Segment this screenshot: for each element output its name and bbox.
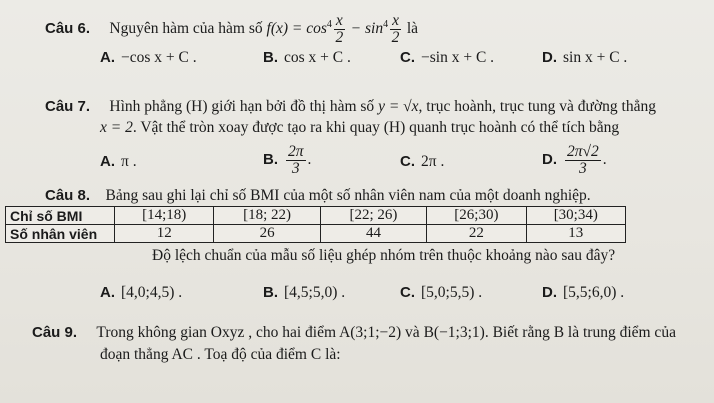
question-text: , trục hoành, trục tung và đường thẳng [418,98,656,115]
option-text: [5,5;6,0) . [563,284,625,301]
option-text: [4,5;5,0) . [284,284,346,301]
option-b [263,284,345,302]
table-cell: 12 [115,225,214,243]
question-7-stem-line1 [45,98,656,116]
option-text: [4,0;4,5) . [121,284,183,301]
option-d [542,49,627,67]
option-a [100,49,197,67]
option-b [263,49,351,67]
option-label: A. [100,153,115,170]
question-text: . Vật thể tròn xoay được tạo ra khi quay (H) quanh trục hoành có thể tích bằng [132,119,620,136]
question-number: Câu 9. [32,324,78,341]
question-9-stem-line2 [100,346,341,364]
question-text: là [406,20,419,38]
option-text: −cos x + C . [121,49,197,66]
option-c [400,284,482,302]
option-label: B. [263,284,278,301]
option-label: D. [542,151,557,169]
question-text: đoạn thẳng AC . Toạ độ của điểm C là: [100,346,341,363]
fraction-denominator: 3 [291,160,300,177]
option-text: sin x + C . [563,49,628,66]
option-label: A. [100,49,115,66]
table-cell: 22 [427,225,526,243]
option-label: B. [263,151,278,169]
table-cell: 44 [320,225,426,243]
math-func: f(x) = cos [266,20,327,38]
exponent: 4 [383,18,389,30]
question-text: Hình phẳng (H) giới hạn bởi đồ thị hàm số [109,98,375,115]
math-func: − sin [346,20,384,38]
question-8-prompt [152,247,615,265]
option-text: −sin x + C . [421,49,495,66]
question-number: Câu 7. [45,98,91,115]
table-cell: 26 [214,225,320,243]
fraction [390,13,401,46]
question-7-stem-line2 [100,119,619,137]
table-row [6,207,626,225]
table-cell: 13 [526,225,625,243]
bmi-table [5,206,626,243]
fraction-numerator: x [335,12,343,29]
question-9-stem-line1 [32,324,676,342]
table-cell: [26;30) [427,207,526,225]
question-number: Câu 8. [45,187,91,204]
fraction-denominator: 2 [335,29,344,46]
option-text: π . [121,153,137,170]
question-text: Độ lệch chuẩn của mẫu số liệu ghép nhóm trên thuộc khoảng nào sau đây? [152,247,616,264]
question-number: Câu 6. [45,20,91,38]
table-cell: [18; 22) [214,207,320,225]
question-text: Nguyên hàm của hàm số [109,20,263,38]
option-b [263,144,311,177]
option-text: [5,0;5,5) . [421,284,483,301]
fraction-numerator: 2π [288,143,304,160]
option-a [100,153,137,171]
option-label: C. [400,284,415,301]
fraction-denominator: 3 [579,160,587,177]
fraction-denominator: 2 [391,29,400,46]
option-label: C. [400,153,415,170]
math-func: y = √x [378,98,419,115]
table-cell: [22; 26) [320,207,426,225]
fraction [334,13,345,46]
option-text: cos x + C . [284,49,351,66]
question-text: Bảng sau ghi lại chỉ số BMI của một số nhân viên nam của một doanh nghiệp. [105,187,591,204]
fraction [286,144,306,177]
question-6-stem [45,13,418,46]
option-label: D. [542,284,557,301]
question-8-stem [45,187,591,205]
option-a [100,284,182,302]
math-func: x = 2 [100,119,133,136]
fraction-numerator: x [392,12,399,29]
option-c [400,153,444,171]
option-d [542,144,607,177]
option-text: . [602,151,607,169]
option-label: A. [100,284,115,301]
option-label: B. [263,49,278,66]
option-d [542,284,624,302]
table-header-cell: Chỉ số BMI [6,207,115,225]
table-cell: [30;34) [526,207,625,225]
option-label: D. [542,49,557,66]
option-text: 2π . [421,153,445,170]
table-cell: [14;18) [115,207,214,225]
option-label: C. [400,49,415,66]
fraction [565,144,601,177]
option-text: . [307,151,312,169]
question-text: Trong không gian Oxyz , cho hai điểm A(3;1;−2) và B(−1;3;1). Biết rằng B là trung điểm của [96,324,676,341]
exponent: 4 [326,18,332,30]
fraction-numerator: 2π√2 [567,143,599,160]
table-header-cell: Số nhân viên [6,225,115,243]
table-row [6,225,626,243]
option-c [400,49,494,67]
